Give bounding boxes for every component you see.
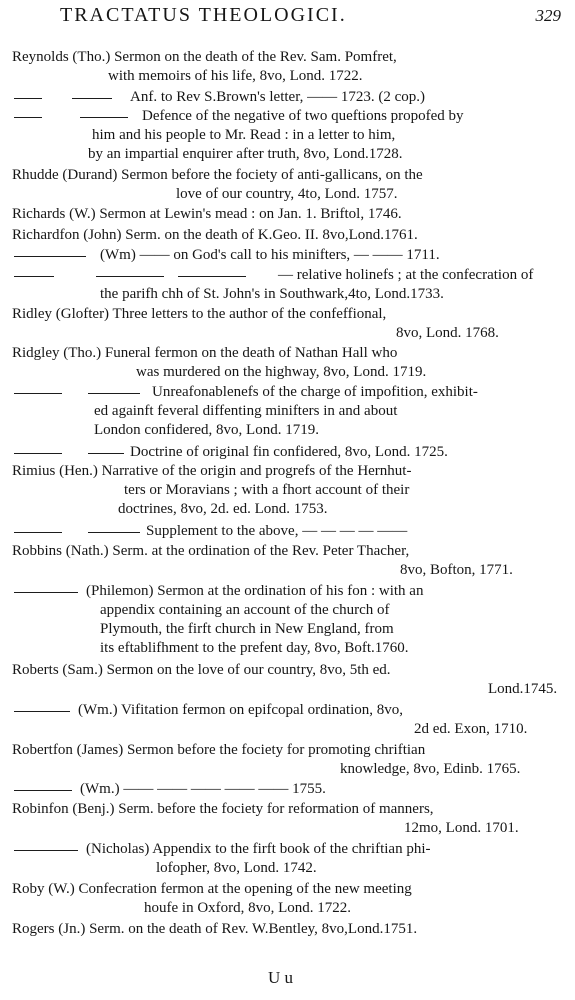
ditto-rule <box>14 256 86 257</box>
page-header <box>0 4 575 34</box>
ditto-rule <box>14 532 62 533</box>
entry-line: appendix containing an account of the church of <box>100 602 390 618</box>
page-number: 329 <box>535 6 561 25</box>
entry-line: was murdered on the highway, 8vo, Lond. 1719. <box>136 364 427 380</box>
ditto-rule <box>88 532 140 533</box>
entry-line: Robertfon (James) Sermon before the fociety for promoting chriftian <box>12 742 426 758</box>
entry-line: Plymouth, the firft church in New England, from <box>100 621 394 637</box>
entry-line: Richardfon (John) Serm. on the death of K.Geo. II. 8vo,Lond.1761. <box>12 227 418 243</box>
entry-line: houfe in Oxford, 8vo, Lond. 1722. <box>144 900 352 916</box>
entry-line: Anf. to Rev S.Brown's letter, —— 1723. (2 cop.) <box>130 89 425 105</box>
entry-line: lofopher, 8vo, Lond. 1742. <box>156 860 317 876</box>
entry-line: (Nicholas) Appendix to the firft book of the chriftian phi- <box>86 841 431 857</box>
entry-line: (Wm.) Vifitation fermon on epifcopal ordination, 8vo, <box>78 702 403 718</box>
entry-line: (Wm) —— on God's call to his minifters, — —— 1711. <box>100 247 440 263</box>
ditto-rule <box>14 592 78 593</box>
ditto-rule <box>88 453 124 454</box>
running-title: TRACTATUS THEOLOGICI. <box>60 4 347 26</box>
ditto-rule <box>178 276 246 277</box>
ditto-rule <box>14 850 78 851</box>
entry-line: 8vo, Bofton, 1771. <box>400 562 513 578</box>
entry-line: Robbins (Nath.) Serm. at the ordination of the Rev. Peter Thacher, <box>12 543 410 559</box>
entry-line: with memoirs of his life, 8vo, Lond. 1722. <box>108 68 363 84</box>
entry-line: doctrines, 8vo, 2d. ed. Lond. 1753. <box>118 501 328 517</box>
entry-line: Doctrine of original fin confidered, 8vo, Lond. 1725. <box>130 444 448 460</box>
entry-line: love of our country, 4to, Lond. 1757. <box>176 186 398 202</box>
entry-line: knowledge, 8vo, Edinb. 1765. <box>340 761 521 777</box>
entry-line: the parifh chh of St. John's in Southwark,4to, Lond.1733. <box>100 286 444 302</box>
entry-line: 2d ed. Exon, 1710. <box>414 721 528 737</box>
ditto-rule <box>14 453 62 454</box>
ditto-rule <box>14 711 70 712</box>
entry-line: Roberts (Sam.) Sermon on the love of our country, 8vo, 5th ed. <box>12 662 391 678</box>
entry-line: 12mo, Lond. 1701. <box>404 820 519 836</box>
ditto-rule <box>80 117 128 118</box>
ditto-rule <box>14 276 54 277</box>
entry-line: Supplement to the above, — — — — —— <box>146 523 408 539</box>
entry-line: him and his people to Mr. Read : in a letter to him, <box>92 127 396 143</box>
ditto-rule <box>14 393 62 394</box>
entry-line: Ridgley (Tho.) Funeral fermon on the death of Nathan Hall who <box>12 345 398 361</box>
entry-line: by an impartial enquirer after truth, 8vo, Lond.1728. <box>88 146 403 162</box>
signature-mark: U u <box>268 968 294 987</box>
entry-line: Rogers (Jn.) Serm. on the death of Rev. W.Bentley, 8vo,Lond.1751. <box>12 921 418 937</box>
entry-line: — relative holinefs ; at the confecration of <box>278 267 534 283</box>
entry-line: (Philemon) Sermon at the ordination of his fon : with an <box>86 583 424 599</box>
ditto-rule <box>14 117 42 118</box>
entry-line: its eftablifhment to the prefent day, 8vo, Boft.1760. <box>100 640 409 656</box>
entry-line: Roby (W.) Confecration fermon at the opening of the new meeting <box>12 881 412 897</box>
ditto-rule <box>14 790 72 791</box>
ditto-rule <box>88 393 140 394</box>
entry-line: London confidered, 8vo, Lond. 1719. <box>94 422 319 438</box>
entry-line: Ridley (Glofter) Three letters to the author of the confeffional, <box>12 306 387 322</box>
ditto-rule <box>72 98 112 99</box>
entry-line: (Wm.) —— —— —— —— —— 1755. <box>80 781 326 797</box>
entry-line: Rhudde (Durand) Sermon before the fociety of anti-gallicans, on the <box>12 167 423 183</box>
entry-line: ed againft feveral diffenting minifters in and about <box>94 403 398 419</box>
entry-line: Defence of the negative of two queftions propofed by <box>142 108 464 124</box>
entry-line: Robinfon (Benj.) Serm. before the fociety for reformation of manners, <box>12 801 434 817</box>
ditto-rule <box>14 98 42 99</box>
entry-line: Lond.1745. <box>488 681 558 697</box>
entry-line: Unreafonablenefs of the charge of impofition, exhibit- <box>152 384 478 400</box>
ditto-rule <box>96 276 164 277</box>
entry-line: Reynolds (Tho.) Sermon on the death of the Rev. Sam. Pomfret, <box>12 49 397 65</box>
entry-line: Richards (W.) Sermon at Lewin's mead : on Jan. 1. Briftol, 1746. <box>12 206 402 222</box>
entry-line: 8vo, Lond. 1768. <box>396 325 499 341</box>
entry-line: Rimius (Hen.) Narrative of the origin and progrefs of the Hernhut- <box>12 463 412 479</box>
entry-line: ters or Moravians ; with a fhort account of their <box>124 482 410 498</box>
